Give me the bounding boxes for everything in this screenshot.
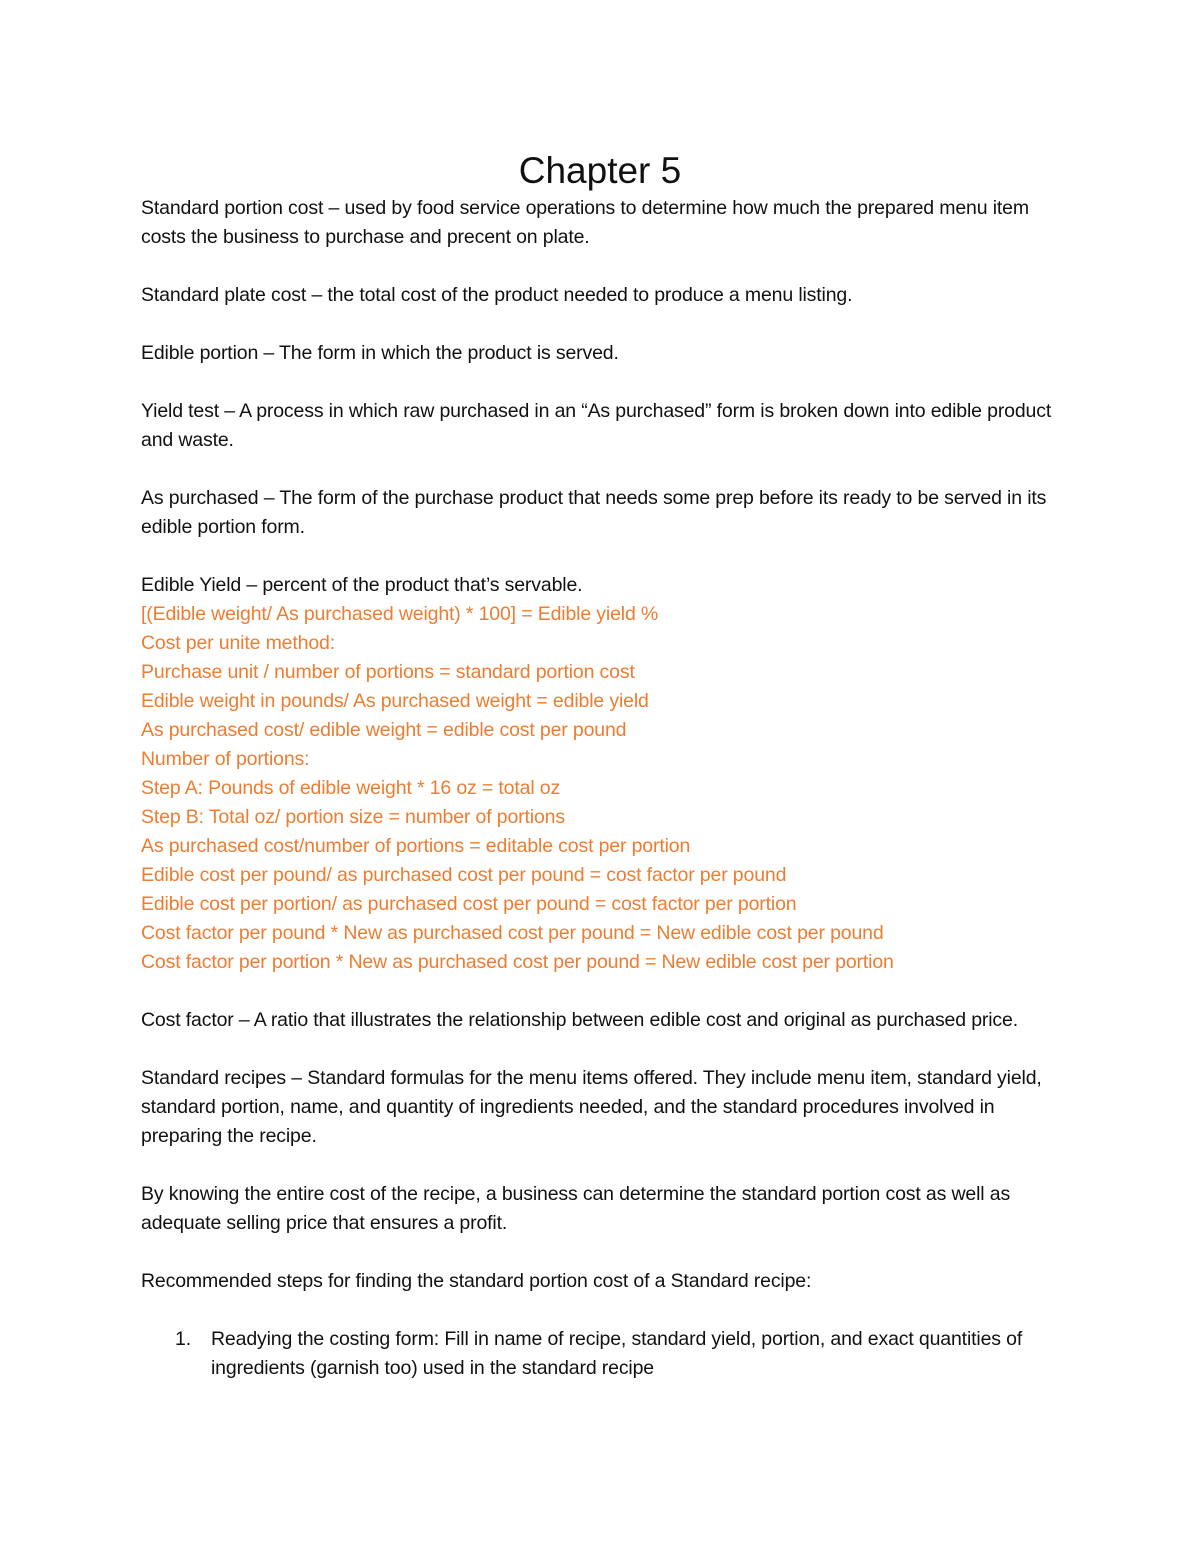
formula-line: Number of portions: [141,748,310,770]
formula-list [141,600,1061,977]
steps-list [141,1325,1061,1383]
formula-line: As purchased cost/number of portions = editable cost per portion [141,835,691,857]
formula-line: Edible cost per portion/ as purchased cost per pound = cost factor per portion [141,893,797,915]
document-body [141,194,1061,1383]
definition-cost-factor: Cost factor – A ratio that illustrates the relationship between edible cost and original as purchased price. [141,1009,1018,1031]
step-number: 1. [175,1328,191,1350]
page-title: Chapter 5 [518,150,682,191]
formula-line: Cost per unite method: [141,632,335,654]
formula-line: Cost factor per portion * New as purchased cost per pound = New edible cost per portion [141,951,894,973]
steps-heading: Recommended steps for finding the standard portion cost of a Standard recipe: [141,1270,812,1292]
definition-edible-yield: Edible Yield – percent of the product that’s servable. [141,574,583,596]
list-item [141,1325,1061,1383]
formula-line: Cost factor per pound * New as purchased cost per pound = New edible cost per pound [141,922,884,944]
formula-line: Step B: Total oz/ portion size = number of portions [141,806,565,828]
formula-line: Edible cost per pound/ as purchased cost per pound = cost factor per pound [141,864,787,886]
formula-line: Purchase unit / number of portions = standard portion cost [141,661,635,683]
step-text: Readying the costing form: Fill in name of recipe, standard yield, portion, and exact quantities of ingredients (garnish too) used in the standard recipe [211,1328,1023,1379]
definition-yield-test: Yield test – A process in which raw purchased in an “As purchased” form is broken down into edible product and waste. [141,400,1052,451]
formula-line: [(Edible weight/ As purchased weight) * 100] = Edible yield % [141,603,659,625]
definition-standard-plate-cost: Standard plate cost – the total cost of the product needed to produce a menu listing. [141,284,853,306]
definition-standard-recipes: Standard recipes – Standard formulas for the menu items offered. They include menu item, standard yield, standard portion, name, and quantity of ingredients needed, and the standard procedures involved in preparing the recipe. [141,1067,1042,1147]
definition-as-purchased: As purchased – The form of the purchase product that needs some prep before its ready to be served in its edible portion form. [141,487,1047,538]
formula-line: Edible weight in pounds/ As purchased weight = edible yield [141,690,649,712]
definition-standard-portion-cost: Standard portion cost – used by food service operations to determine how much the prepared menu item costs the business to purchase and precent on plate. [141,197,1029,248]
paragraph-recipe-cost: By knowing the entire cost of the recipe, a business can determine the standard portion cost as well as adequate selling price that ensures a profit. [141,1183,1011,1234]
definition-edible-portion: Edible portion – The form in which the product is served. [141,342,619,364]
formula-line: Step A: Pounds of edible weight * 16 oz = total oz [141,777,561,799]
formula-line: As purchased cost/ edible weight = edible cost per pound [141,719,627,741]
